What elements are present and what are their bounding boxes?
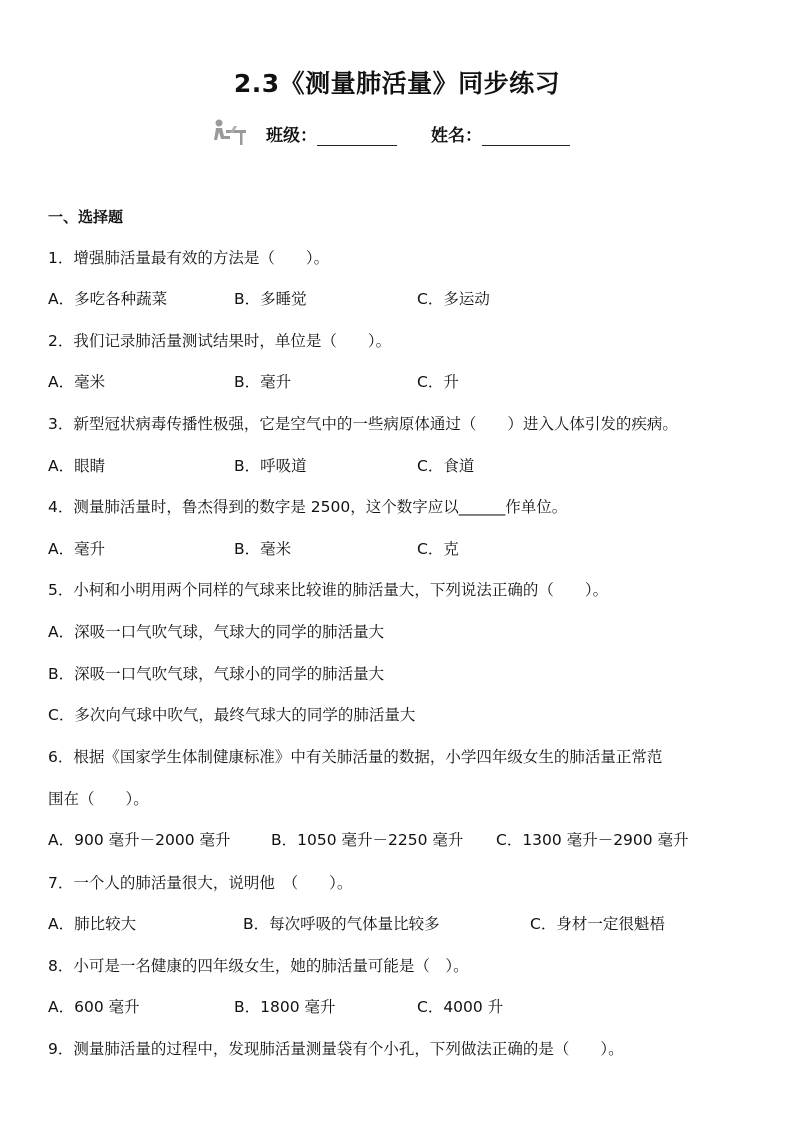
question-stem: 2．我们记录肺活量测试结果时，单位是（ ）。 — [48, 332, 392, 350]
option-c: C．身材一定很魁梧 — [530, 915, 665, 933]
option-a: A．多吃各种蔬菜 — [48, 290, 168, 308]
question-stem: 6．根据《国家学生体制健康标准》中有关肺活量的数据，小学四年级女生的肺活量正常范 — [48, 748, 663, 766]
option-b: B．深吸一口气吹气球，气球小的同学的肺活量大 — [48, 665, 385, 683]
option-a: A．肺比较大 — [48, 915, 137, 933]
class-label: 班级： — [266, 125, 317, 146]
question-stem: 8．小可是一名健康的四年级女生，她的肺活量可能是（ ）。 — [48, 957, 469, 975]
option-c: C．多次向气球中吹气，最终气球大的同学的肺活量大 — [48, 706, 416, 724]
question-stem: 9．测量肺活量的过程中，发现肺活量测量袋有个小孔，下列做法正确的是（ ）。 — [48, 1040, 624, 1058]
question-options — [48, 996, 748, 1018]
student-desk-icon — [210, 118, 250, 148]
option-c: C．克 — [417, 540, 459, 558]
option-b: B．每次呼吸的气体量比较多 — [243, 915, 440, 933]
option-a: A．深吸一口气吹气球，气球大的同学的肺活量大 — [48, 623, 385, 641]
option-c: C．升 — [417, 373, 459, 391]
question-stem: 5．小柯和小明用两个同样的气球来比较谁的肺活量大，下列说法正确的（ ）。 — [48, 581, 609, 599]
class-blank[interactable] — [317, 127, 397, 146]
class-field — [266, 121, 397, 146]
student-info-row — [210, 118, 570, 148]
option-b: B．毫米 — [234, 540, 292, 558]
question-options — [48, 829, 748, 851]
option-a: A．毫升 — [48, 540, 106, 558]
name-field — [431, 121, 570, 146]
question-options — [48, 288, 748, 310]
option-b: B．1800 毫升 — [234, 998, 336, 1016]
option-a: A．毫米 — [48, 373, 106, 391]
question-options — [48, 913, 748, 935]
page-title: 2.3《测量肺活量》同步练习 — [233, 69, 561, 98]
question-options — [48, 538, 748, 560]
question-stem: 7．一个人的肺活量很大，说明他 （ ）。 — [48, 874, 353, 892]
question-stem: 4．测量肺活量时，鲁杰得到的数字是 2500，这个数字应以______作单位。 — [48, 498, 568, 516]
option-c: C．多运动 — [417, 290, 490, 308]
question-stem: 1．增强肺活量最有效的方法是（ ）。 — [48, 249, 330, 267]
option-b: B．1050 毫升－2250 毫升 — [271, 831, 464, 849]
name-blank[interactable] — [482, 127, 570, 146]
question-stem-continued: 围在（ ）。 — [48, 790, 149, 808]
name-label: 姓名： — [431, 125, 482, 146]
option-b: B．毫升 — [234, 373, 292, 391]
option-c: C．4000 升 — [417, 998, 504, 1016]
question-options — [48, 455, 748, 477]
option-c: C．食道 — [417, 457, 475, 475]
option-a: A．900 毫升－2000 毫升 — [48, 831, 231, 849]
question-stem: 3．新型冠状病毒传播性极强，它是空气中的一些病原体通过（ ）进入人体引发的疾病。 — [48, 415, 678, 433]
option-b: B．多睡觉 — [234, 290, 307, 308]
option-b: B．呼吸道 — [234, 457, 307, 475]
option-a: A．600 毫升 — [48, 998, 140, 1016]
option-c: C．1300 毫升－2900 毫升 — [496, 831, 689, 849]
question-options — [48, 371, 748, 393]
option-a: A．眼睛 — [48, 457, 106, 475]
section-title: 一、选择题 — [48, 208, 124, 226]
